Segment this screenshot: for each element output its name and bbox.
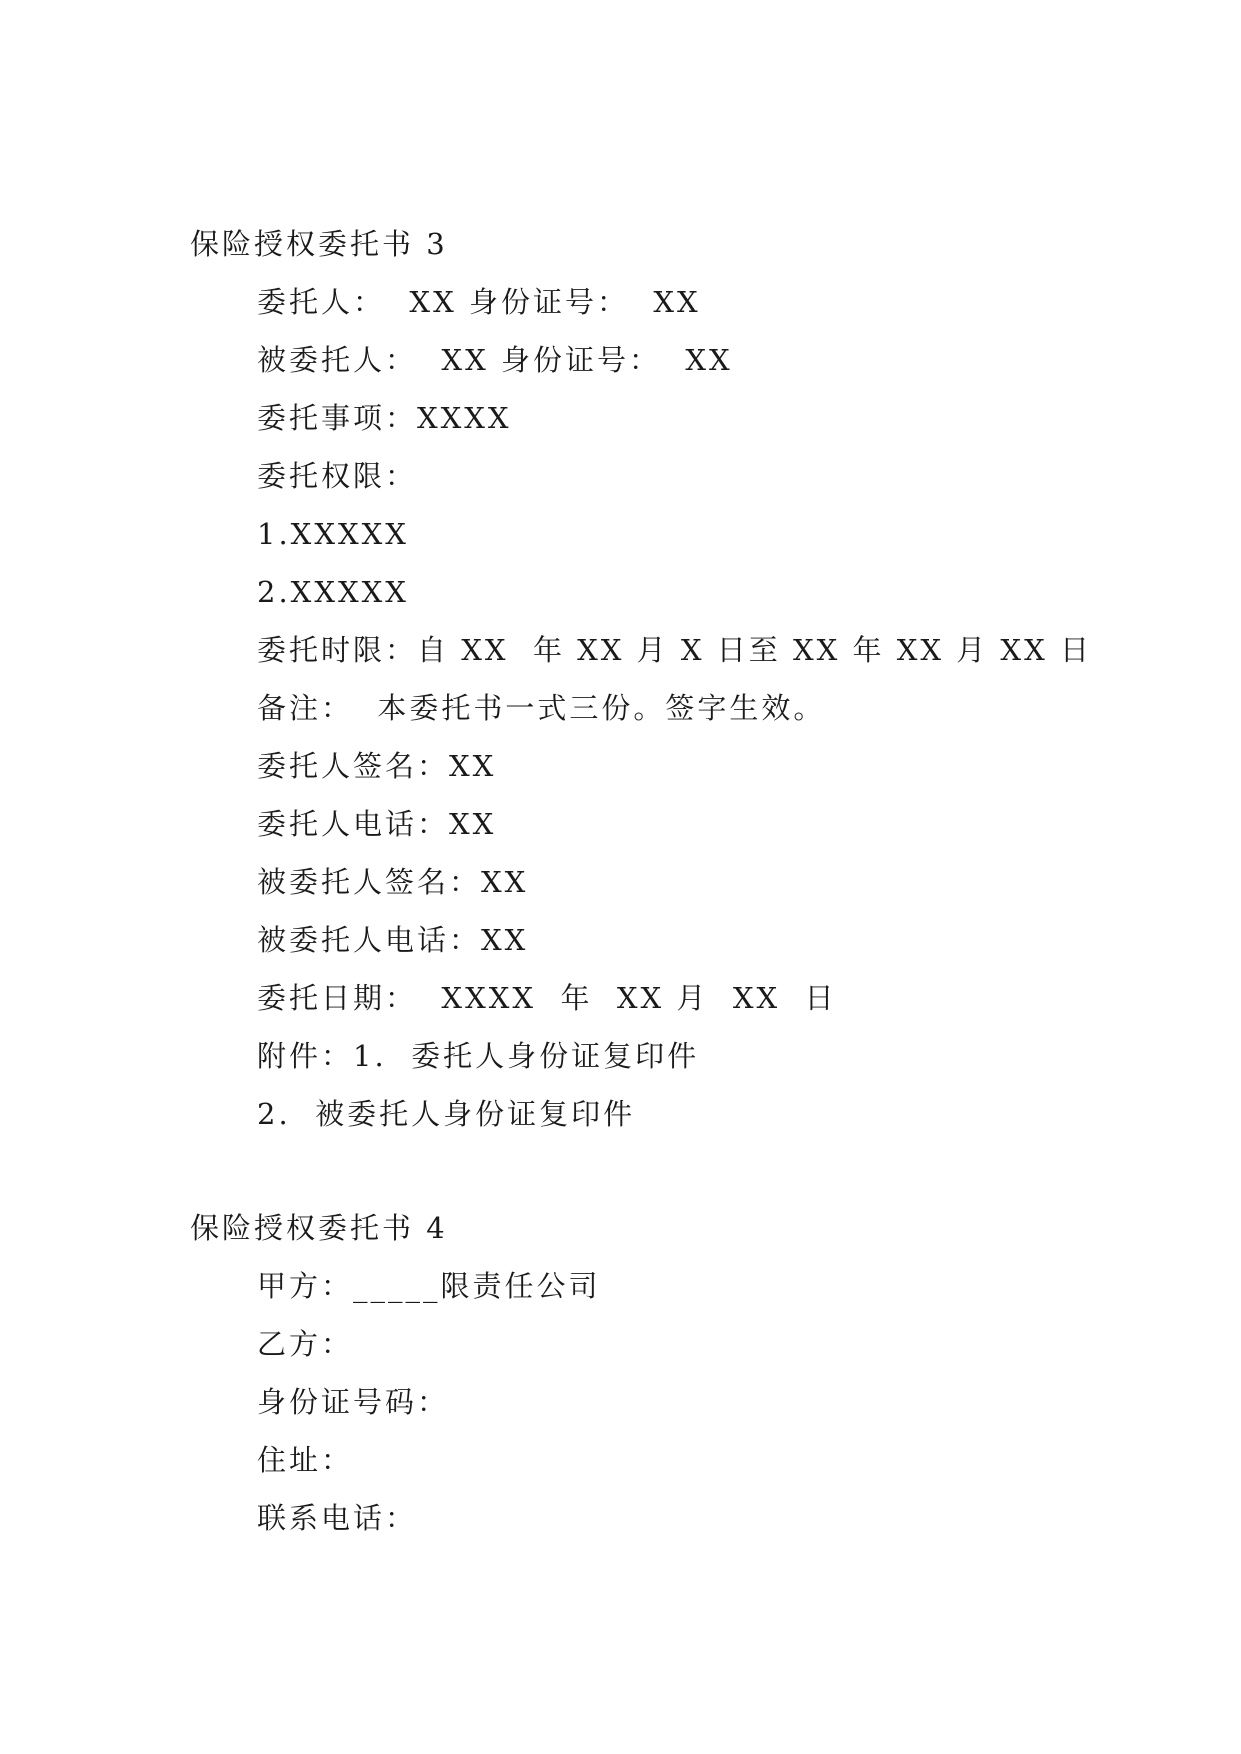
section-4-title: 保险授权委托书 4	[190, 1211, 448, 1245]
agent-signature-line: 被委托人签名：XX	[257, 865, 529, 899]
id-number-line: 身份证号码：	[257, 1385, 450, 1419]
address-line: 住址：	[257, 1443, 354, 1477]
party-b-line: 乙方：	[257, 1327, 354, 1361]
date-line: 委托日期： XXXX 年 XX 月 XX 日	[257, 981, 837, 1015]
entrusted-matters-line: 委托事项：XXXX	[257, 401, 512, 435]
authority-item-2: 2.XXXXX	[257, 575, 409, 609]
remarks-line: 备注： 本委托书一式三份。签字生效。	[257, 691, 826, 725]
principal-line: 委托人： XX 身份证号： XX	[257, 285, 701, 319]
agent-line: 被委托人： XX 身份证号： XX	[257, 343, 733, 377]
contact-phone-line: 联系电话：	[257, 1501, 418, 1535]
authority-heading: 委托权限：	[257, 459, 418, 493]
attachment-line-2: 2. 被委托人身份证复印件	[257, 1097, 636, 1131]
term-line: 委托时限：自 XX 年 XX 月 X 日至 XX 年 XX 月 XX 日	[257, 633, 1092, 667]
principal-phone-line: 委托人电话：XX	[257, 807, 497, 841]
party-a-line: 甲方：_____限责任公司	[257, 1269, 601, 1303]
agent-phone-line: 被委托人电话：XX	[257, 923, 529, 957]
principal-signature-line: 委托人签名：XX	[257, 749, 497, 783]
section-3-title: 保险授权委托书 3	[190, 227, 448, 261]
authority-item-1: 1.XXXXX	[257, 517, 409, 551]
attachment-line-1: 附件：1. 委托人身份证复印件	[257, 1039, 700, 1073]
